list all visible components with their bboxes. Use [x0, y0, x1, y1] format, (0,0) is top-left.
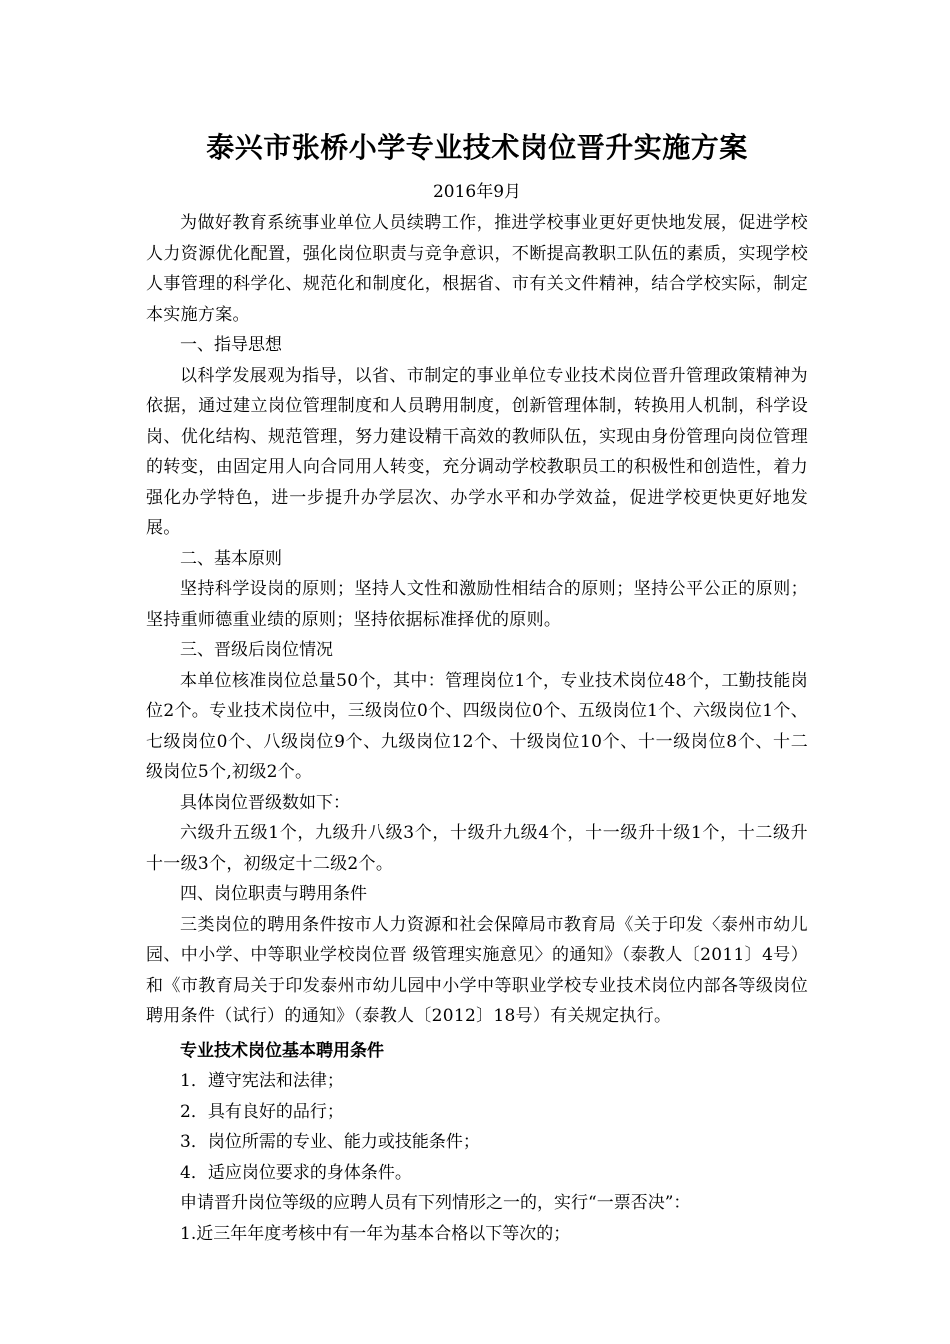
document-title: 泰兴市张桥小学专业技术岗位晋升实施方案 — [206, 131, 748, 164]
condition-item: 2．具有良好的品行； — [180, 1101, 344, 1122]
promotion-count-intro: 具体岗位晋级数如下： — [180, 792, 350, 813]
promotion-count-paragraph: 六级升五级1个，九级升八级3个，十级升九级4个，十一级升十级1个，十二级升十一级3个，初级定十二级2个。 — [146, 823, 808, 874]
section-heading-guiding-ideology: 一、指导思想 — [180, 335, 282, 355]
basic-conditions-heading: 专业技术岗位基本聘用条件 — [180, 1040, 384, 1061]
basic-principles-paragraph: 坚持科学设岗的原则；坚持人文性和激励性相结合的原则；坚持公平公正的原则；坚持重师德重业绩的原则；坚持依据标准择优的原则。 — [146, 579, 808, 630]
document-page — [146, 128, 808, 1249]
document-date: 2016年9月 — [432, 182, 522, 202]
section-heading-basic-principles: 二、基本原则 — [180, 548, 282, 569]
intro-paragraph: 为做好教育系统事业单位人员续聘工作，推进学校事业更好更快地发展，促进学校人力资源优化配置，强化岗位职责与竞争意识，不断提高教职工队伍的素质，实现学校人事管理的科学化、规范化和制度化，根据省、市有关文件精神，结合学校实际，制定本实施方案。 — [146, 213, 808, 325]
duties-conditions-paragraph: 三类岗位的聘用条件按市人力资源和社会保障局市教育局《关于印发〈泰州市幼儿园、中小学、中等职业学校岗位晋 级管理实施意见〉的通知》（泰教人〔2011〕4号）和《市教育局关于印发泰州市幼儿园中小学中等职业学校专业技术岗位内部各等级岗位聘用条件（试行）的通知》（泰教人〔2012〕18号）有关规定执行。 — [146, 914, 809, 1026]
condition-item: 1．遵守宪法和法律； — [180, 1071, 344, 1091]
guiding-ideology-paragraph: 以科学发展观为指导，以省、市制定的事业单位专业技术岗位晋升管理政策精神为依据，通过建立岗位管理制度和人员聘用制度，创新管理体制，转换用人机制，科学设岗、优化结构、规范管理，努力建设精干高效的教师队伍，实现由身份管理向岗位管理的转变，由固定用人向合同用人转变，充分调动学校教职员工的积极性和创造性，着力强化办学特色，进一步提升办学层次、办学水平和办学效益，促进学校更快更好地发展。 — [146, 365, 808, 538]
section-heading-post-situation: 三、晋级后岗位情况 — [180, 640, 333, 660]
section-heading-duties-conditions: 四、岗位职责与聘用条件 — [180, 884, 367, 904]
condition-item: 3．岗位所需的专业、能力或技能条件； — [180, 1132, 480, 1152]
condition-item: 4．适应岗位要求的身体条件。 — [180, 1162, 412, 1183]
veto-intro: 申请晋升岗位等级的应聘人员有下列情形之一的，实行“一票否决”： — [180, 1193, 691, 1213]
veto-item: 1.近三年年度考核中有一年为基本合格以下等次的； — [180, 1223, 571, 1244]
post-situation-paragraph: 本单位核准岗位总量50个，其中：管理岗位1个，专业技术岗位48个，工勤技能岗位2个。专业技术岗位中，三级岗位0个、四级岗位0个、五级岗位1个、六级岗位1个、七级岗位0个、八级岗位9个、九级岗位12个、十级岗位10个、十一级岗位8个、十二级岗位5个,初级2个。 — [146, 670, 808, 782]
